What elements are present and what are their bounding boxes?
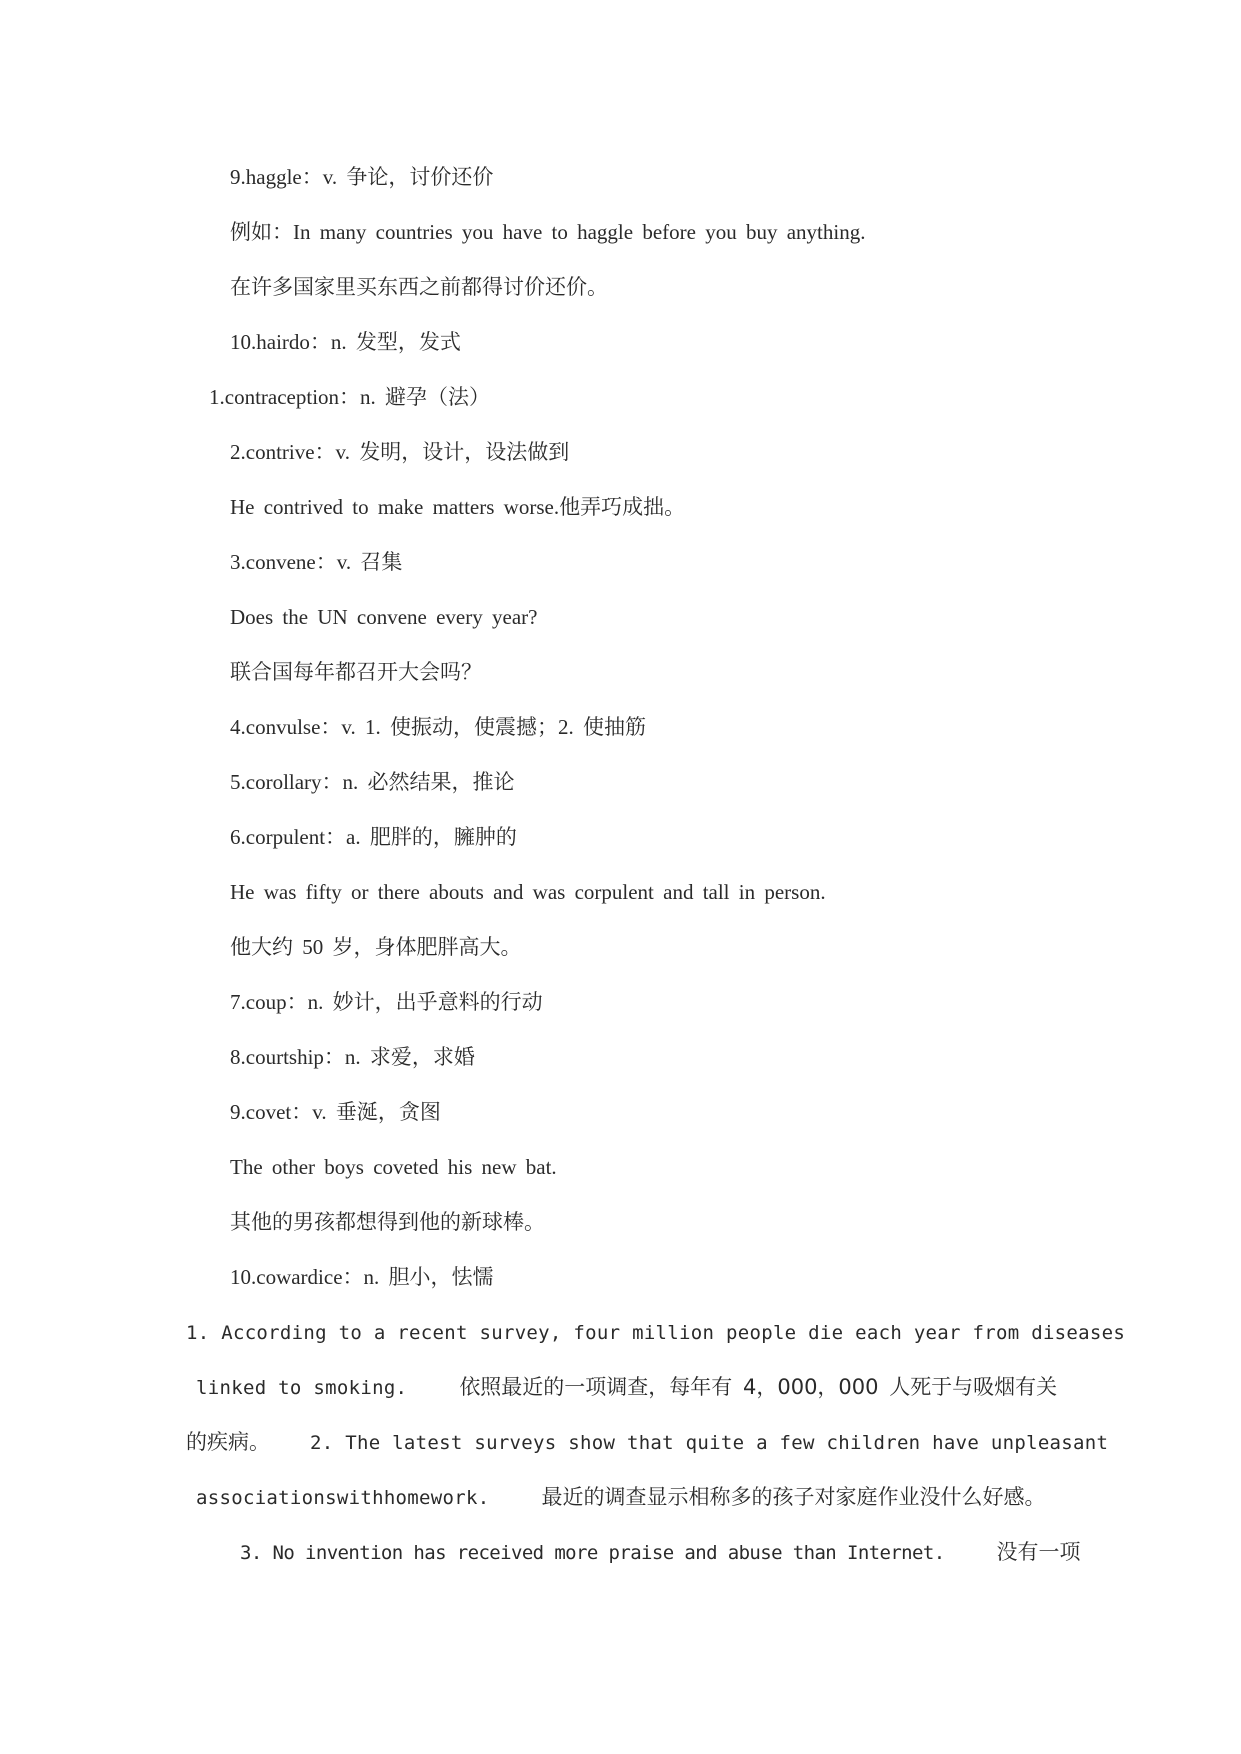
paragraph-line-2-zh: 依照最近的一项调查，每年有 4，000，000 人死于与吸烟有关: [459, 1375, 1058, 1399]
example-line-corpulent-en: He was fifty or there abouts and was corpulent and tall in person.: [230, 880, 826, 904]
example-line-convene-en: Does the UN convene every year?: [230, 605, 538, 629]
example-line-haggle-zh: 在许多国家里买东西之前都得讨价还价。: [230, 275, 608, 299]
paragraph-line-3-zh: 的疾病。: [186, 1430, 270, 1454]
vocab-line-coup: 7.coup：n. 妙计，出乎意料的行动: [230, 990, 543, 1014]
example-line-haggle-en: 例如：In many countries you have to haggle before you buy anything.: [230, 220, 866, 244]
vocab-line-contrive: 2.contrive：v. 发明，设计，设法做到: [230, 440, 570, 464]
example-line-corpulent-zh: 他大约 50 岁，身体肥胖高大。: [230, 935, 522, 959]
paragraph-line-1: 1. According to a recent survey, four million people die each year from diseases: [186, 1322, 1126, 1344]
vocab-line-convulse: 4.convulse：v. 1. 使振动，使震撼；2. 使抽筋: [230, 715, 647, 739]
example-line-covet-en: The other boys coveted his new bat.: [230, 1155, 557, 1179]
paragraph-line-3: [186, 1427, 1108, 1458]
paragraph-line-4-en: associationswithhomework.: [196, 1487, 490, 1509]
example-line-covet-zh: 其他的男孩都想得到他的新球棒。: [230, 1210, 545, 1234]
vocab-line-haggle: 9.haggle：v. 争论，讨价还价: [230, 165, 494, 189]
vocab-line-corpulent: 6.corpulent：a. 肥胖的，臃肿的: [230, 825, 517, 849]
paragraph-line-5-en: 3. No invention has received more praise and abuse than Internet.: [240, 1542, 945, 1564]
example-line-contrive: He contrived to make matters worse.他弄巧成拙。: [230, 495, 686, 519]
vocab-line-contraception: 1.contraception：n. 避孕（法）: [209, 385, 491, 409]
paragraph-line-2: [196, 1372, 1057, 1403]
paragraph-line-4: [196, 1482, 1045, 1513]
paragraph-line-2-en: linked to smoking.: [196, 1377, 408, 1399]
paragraph-line-5-zh: 没有一项: [996, 1540, 1081, 1564]
example-line-convene-zh: 联合国每年都召开大会吗？: [230, 660, 482, 684]
vocab-line-courtship: 8.courtship：n. 求爱，求婚: [230, 1045, 475, 1069]
vocab-line-cowardice: 10.cowardice：n. 胆小，怯懦: [230, 1265, 494, 1289]
vocab-line-hairdo: 10.hairdo：n. 发型，发式: [230, 330, 461, 354]
paragraph-line-4-zh: 最近的调查显示相称多的孩子对家庭作业没什么好感。: [541, 1485, 1046, 1509]
vocab-line-corollary: 5.corollary：n. 必然结果，推论: [230, 770, 515, 794]
paragraph-line-3-en: 2. The latest surveys show that quite a few children have unpleasant: [310, 1432, 1109, 1454]
paragraph-line-5: [240, 1537, 1081, 1568]
vocab-line-covet: 9.covet：v. 垂涎，贪图: [230, 1100, 441, 1124]
vocab-line-convene: 3.convene：v. 召集: [230, 550, 403, 574]
